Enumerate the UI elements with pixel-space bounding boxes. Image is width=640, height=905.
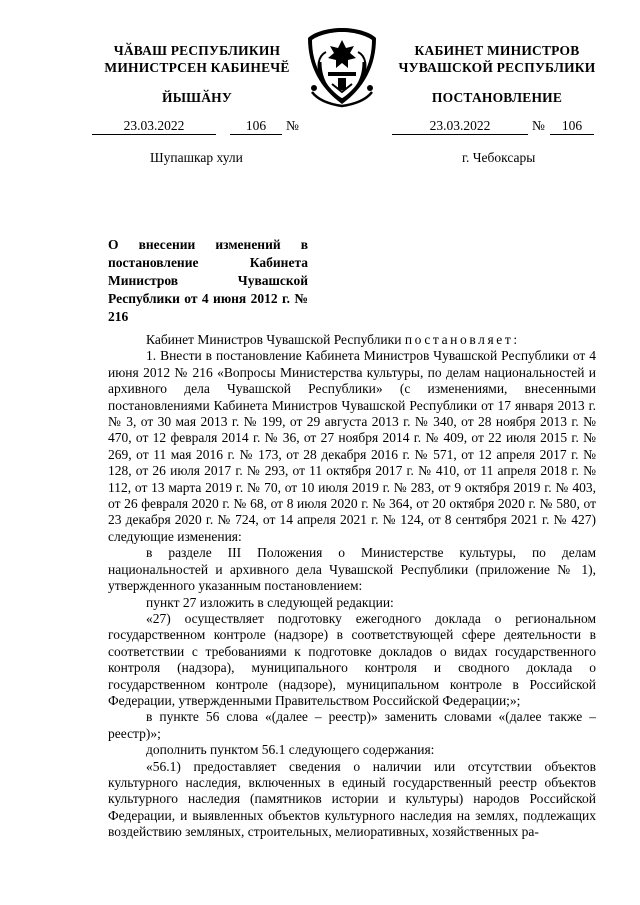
header-left xyxy=(92,42,302,76)
number-sign-left: № xyxy=(286,118,299,133)
document-kind-left: ЙЫШӐНУ xyxy=(162,90,232,105)
header-right-line1: КАБИНЕТ МИНИСТРОВ xyxy=(414,43,580,58)
document-subject: О внесении изменений в постановление Кабинета Министров Чувашской Республики от 4 июня 2012 г. № 216 xyxy=(108,237,308,324)
preamble-text: Кабинет Министров Чувашской Республики xyxy=(146,332,402,347)
paragraph-preamble xyxy=(108,332,596,348)
header-left-line1: ЧӐВАШ РЕСПУБЛИКИН xyxy=(113,43,281,58)
paragraph-3: пункт 27 изложить в следующей редакции: xyxy=(146,594,394,610)
date-number-line-right xyxy=(392,118,602,136)
number-field-left: 106 xyxy=(230,118,282,135)
paragraph-2: в разделе III Положения о Министерстве культуры, по делам национальностей и архивного дела Чувашской Республики (приложение № 1), утвержденного указанным постановлением: xyxy=(108,545,596,594)
coat-of-arms-icon xyxy=(298,22,386,110)
place-left: Шупашкар хули xyxy=(150,150,243,165)
number-field-right: 106 xyxy=(550,118,594,135)
paragraph-1: 1. Внести в постановление Кабинета Министров Чувашской Республики от 4 июня 2012 № 216 «Вопросы Министерства культуры, по делам национальностей и архивного дела Чувашской Республики» (с изменениями, внесенными постановлениями Кабинета Министров Чувашской Республики от 17 января 2013 г. № 3, от 30 мая 2013 г. № 199, от 29 августа 2013 г. № 340, от 28 ноября 2013 г. № 470, от 12 февраля 2014 г. № 36, от 27 ноября 2014 г. № 409, от 22 июля 2015 г. № 269, от 11 мая 2016 г. № 173, от 28 декабря 2016 г. № 571, от 12 апреля 2017 г. № 128, от 26 июля 2017 г. № 293, от 11 октября 2017 г. № 410, от 11 апреля 2018 г. № 112, от 13 марта 2019 г. № 70, от 10 июля 2019 г. № 283, от 9 октября 2019 г. № 403, от 26 февраля 2020 г. № 68, от 8 июля 2020 г. № 364, от 20 октября 2020 г. № 580, от 23 декабря 2020 г. № 724, от 14 апреля 2021 г. № 124, от 8 сентября 2021 г. № 427) следующие изменения: xyxy=(108,348,596,544)
date-field-left: 23.03.2022 xyxy=(92,118,216,135)
date-number-line-left xyxy=(92,118,312,136)
paragraph-4: «27) осуществляет подготовку ежегодного доклада о региональном государственном контроле (надзоре) в соответствующей сфере деятельности в соответствии с требованиями к подготовке докладов о видах государственного контроля (надзора), муниципального контроля и сводного доклада о государственном контроле (надзоре), муниципальном контроле в Российской Федерации, утвержденными Правительством Российской Федерации;»; xyxy=(108,610,596,708)
paragraph-6: дополнить пунктом 56.1 следующего содержания: xyxy=(146,742,435,758)
paragraph-7: «56.1) предоставляет сведения о наличии или отсутствии объектов культурного наследия, включенных в единый государственный реестр объектов культурного наследия (памятников истории и культуры) народов Российской Федерации, и выявленных объектов культурного наследия на землях, подлежащих воздействию земляных, строительных, мелиоративных, хозяйственных ра- xyxy=(108,758,596,840)
document-kind-right: ПОСТАНОВЛЕНИЕ xyxy=(431,90,563,105)
paragraph-5: в пункте 56 слова «(далее – реестр)» заменить словами «(далее также – реестр)»; xyxy=(108,709,596,741)
preamble-verb: постановляет: xyxy=(404,332,520,347)
document-body xyxy=(108,332,596,841)
header-right-line2: ЧУВАШСКОЙ РЕСПУБЛИКИ xyxy=(398,60,596,75)
number-sign-right: № xyxy=(532,118,545,133)
header-left-line2: МИНИСТРСЕН КАБИНЕЧӖ xyxy=(104,60,290,75)
date-field-right: 23.03.2022 xyxy=(392,118,528,135)
header-right xyxy=(388,42,606,76)
place-right: г. Чебоксары xyxy=(462,150,536,165)
